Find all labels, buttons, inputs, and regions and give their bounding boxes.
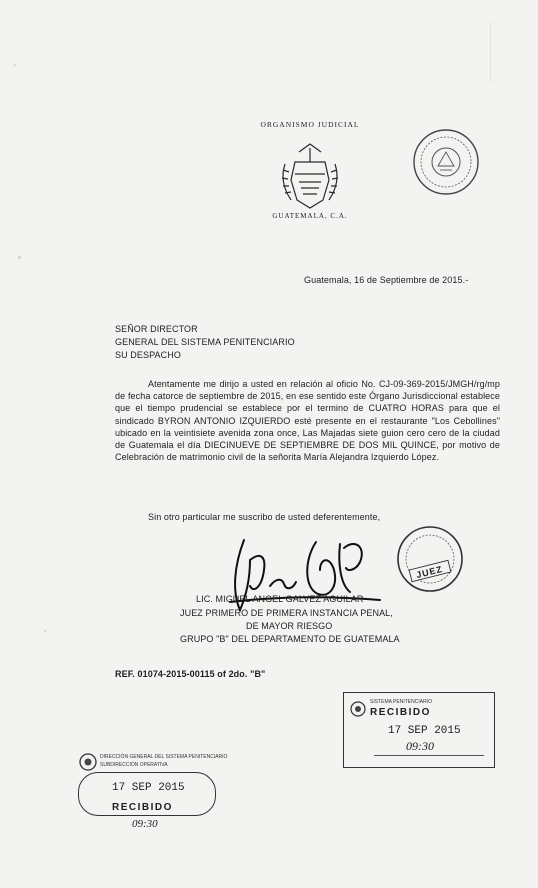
stamp-left-date: 17 SEP 2015 (112, 782, 185, 794)
received-stamp-right (343, 692, 495, 768)
date-line: Guatemala, 16 de Septiembre de 2015.- (304, 275, 469, 285)
emblem-top-text: ORGANISMO JUDICIAL (260, 120, 360, 129)
addressee-line-3: SU DESPACHO (115, 350, 181, 360)
signature-icon (220, 530, 390, 620)
emblem-icon (255, 118, 365, 226)
stamp-left-label: RECIBIDO (112, 802, 173, 813)
stamp-left-time: 09:30 (132, 818, 158, 830)
received-stamp-left (78, 752, 228, 838)
signer-title-1: JUEZ PRIMERO DE PRIMERA INSTANCIA PENAL, (180, 608, 393, 618)
scan-speck (490, 22, 491, 82)
stamp-right-header: SISTEMA PENITENCIARIO (370, 699, 432, 705)
stamp-crest-icon (350, 701, 366, 717)
signer-name: LIC. MIGUEL ANGEL GALVEZ AGUILAR (196, 594, 364, 604)
addressee-line-2: GENERAL DEL SISTEMA PENITENCIARIO (115, 337, 295, 347)
addressee-line-1: SEÑOR DIRECTOR (115, 324, 198, 334)
emblem-bottom-text: GUATEMALA, C.A. (272, 212, 348, 220)
scan-speck (14, 64, 16, 66)
stamp-right-rule (374, 755, 484, 756)
judge-seal-label: JUEZ (415, 563, 444, 581)
stamp-left-crest-icon (78, 752, 98, 772)
stamp-right-time: 09:30 (406, 739, 434, 753)
signer-title-2: DE MAYOR RIESGO (246, 621, 333, 631)
judicial-emblem (255, 118, 365, 226)
handwritten-signature (220, 530, 390, 620)
stamp-right-label: RECIBIDO (370, 707, 431, 718)
stamp-left-header-2: SUBDIRECCIÓN OPERATIVA (100, 762, 168, 768)
closing-line: Sin otro particular me suscribo de usted deferentemente, (148, 512, 381, 522)
round-seal-top (412, 128, 480, 196)
judge-seal-icon (396, 525, 464, 593)
signer-title-3: GRUPO "B" DEL DEPARTAMENTO DE GUATEMALA (180, 634, 400, 644)
scan-speck (44, 630, 46, 632)
stamp-right-date: 17 SEP 2015 (388, 725, 461, 737)
judge-seal (396, 525, 464, 593)
body-paragraph: Atentamente me dirijo a usted en relación al oficio No. CJ-09-369-2015/JMGH/rg/mp de fecha catorce de septiembre de 2015, en ese sentido este Órgano Jurisdiccional establece que el tiempo prudencial se establece por el termino de CUATRO HORAS para que el sindicado BYRON ANTONIO IZQUIERDO esté presente en el restaurante "Los Cebollines" ubicado en la veintisiete avenida zona once, Las Majadas siete guion cero cero de la ciudad de Guatemala el día DIECINUEVE DE SEPTIEMBRE DE DOS MIL QUINCE, por motivo de Celebración de matrimonio civil de la señorita María Alejandra Izquierdo López. (115, 379, 500, 463)
scan-speck (18, 256, 21, 259)
seal-icon (412, 128, 480, 196)
reference-line: REF. 01074-2015-00115 of 2do. "B" (115, 669, 266, 679)
stamp-left-header-1: DIRECCIÓN GENERAL DEL SISTEMA PENITENCIARIO (100, 754, 228, 760)
